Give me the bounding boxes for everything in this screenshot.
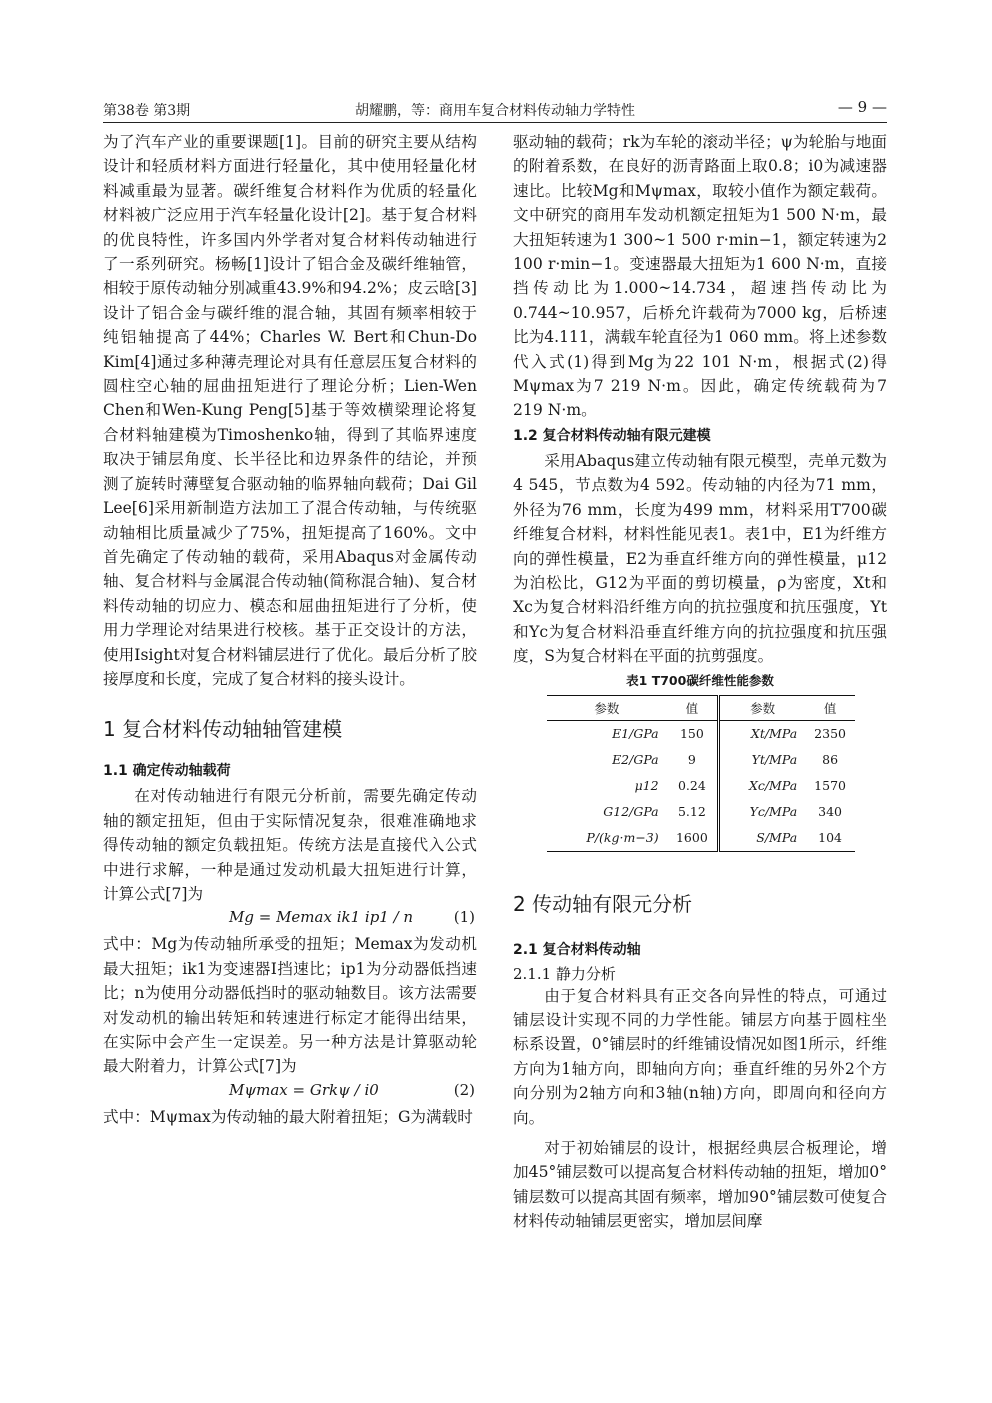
table-cell: Yc/MPa xyxy=(749,804,798,820)
table-cell: μ12 xyxy=(634,778,659,794)
intro-paragraph: 为了汽车产业的重要课题[1]。目前的研究主要从结构设计和轻质材料方面进行轻量化，其中使用轻量化材料减重最为显著。碳纤维复合材料作为优质的轻量化材料被广泛应用于汽车轻量化设计[2]。基于复合材料的优良特性，许多国内外学者对复合材料传动轴进行了一系列研究。杨畅[1]设计了铝合金及碳纤维轴管，相较于原传动轴分别减重43.9%和94.2%；皮云晗[3]设计了铝合金与碳纤维的混合轴，其固有频率相较于纯铝轴提高了44%；Charles W. Bert和Chun-Do Kim[4]通过多种薄壳理论对具有任意层压复合材料的圆柱空心轴的屈曲扭矩进行了理论分析；Lien-Wen Chen和Wen-Kung Peng[5]基于等效横梁理论将复合材料轴建模为Timoshenko轴，得到了其临界速度取决于铺层角度、长半径比和边界条件的结论，并预测了旋转时薄壁复合驱动轴的临界轴向载荷；Dai Gil Lee[6]采用新制造方法加工了混合传动轴，与传统驱动轴相比质量减少了75%，扭矩提高了160%。文中首先确定了传动轴的载荷，采用Abaqus对金属传动轴、复合材料与金属混合传动轴(简称混合轴)、复合材料传动轴的切应力、模态和屈曲扭矩进行了分析，使用力学理论对结果进行校核。基于正交设计的方法，使用Isight对复合材料铺层进行了优化。最后分析了胶接厚度和长度，完成了复合材料的接头设计。 xyxy=(103,133,477,688)
equation-1 xyxy=(103,906,477,932)
table-cell: 9 xyxy=(667,747,719,773)
load-paragraph: 在对传动轴进行有限元分析前，需要先确定传动轴的额定扭矩，但由于实际情况复杂，很难准确地求得传动轴的额定负载扭矩。传统方法是直接代入公式中进行求解，一种是通过发动机最大扭矩进行计算，计算公式[7]为 xyxy=(103,787,477,903)
table-cell: P/(kg·m−3) xyxy=(586,830,659,846)
equation-2-number: (2) xyxy=(453,1080,475,1099)
section-2-1-heading: 2.1 复合材料传动轴 xyxy=(513,941,641,958)
equation-1-number: (1) xyxy=(453,908,475,927)
left-column xyxy=(103,130,477,1129)
section-2-1-1-heading: 2.1.1 静力分析 xyxy=(513,964,616,983)
table-1-caption: 表1 T700碳纤维性能参数 xyxy=(626,672,774,688)
table-cell: 1570 xyxy=(814,778,846,794)
fem-model-paragraph: 采用Abaqus建立传动轴有限元模型，壳单元数为4 545，节点数为4 592。传动轴的内径为71 mm，外径为76 mm，长度为499 mm，材料采用T700碳纤维复合材料，材料性能见表1。表1中，E1为纤维方向的弹性模量，E2为垂直纤维方向的弹性模量，μ12为泊松比，G12为平面的剪切模量，ρ为密度，Xt和Xc为复合材料沿纤维方向的抗拉强度和抗压强度，Yt和Yc为复合材料沿垂直纤维方向的抗拉强度和抗压强度，S为复合材料在平面的抗剪强度。 xyxy=(513,451,887,666)
table-cell: 2350 xyxy=(814,726,846,742)
equation-1-formula: Mg = Memax ik1 ip1 / n xyxy=(229,908,414,927)
material-properties-table xyxy=(547,695,855,852)
equation-2-explanation: 式中：Mψmax为传动轴的最大附着扭矩；G为满载时 xyxy=(103,1107,473,1126)
table-cell: G12/GPa xyxy=(603,804,659,820)
table-header-row xyxy=(547,695,855,720)
static-analysis-paragraph: 由于复合材料具有正交各向异性的特点，可通过铺层设计实现不同的力学性能。铺层方向基于圆柱坐标系设置，0°铺层时的纤维铺设情况如图1所示，纤维方向为1轴方向，即轴向方向；垂直纤维的另外2个方向分别为2轴方向和3轴(n轴)方向，即周向和径向方向。 xyxy=(513,986,887,1127)
journal-volume: 第38卷 第3期 xyxy=(103,103,191,119)
load-continuation-paragraph: 驱动轴的载荷；rk为车轮的滚动半径；ψ为轮胎与地面的附着系数，在良好的沥青路面上取0.8；i0为减速器速比。比较Mg和Mψmax，取较小值作为额定载荷。文中研究的商用车发动机额定扭矩为1 500 N·m，最大扭矩转速为1 300~1 500 r·min−1，额定转速为2 100 r·min−1。变速器最大扭矩为1 600 N·m，直接挡传动比为1.000~14.734，超速挡传动比为0.744~10.957，后桥允许载荷为7000 kg，后桥速比为4.111，满载车轮直径为1 060 mm。将上述参数代入式(1)得到Mg为22 101 N·m，根据式(2)得Mψmax为7 219 N·m。因此，确定传统载荷为7 219 N·m。 xyxy=(513,133,887,420)
table-cell: 340 xyxy=(818,804,842,820)
table-row xyxy=(547,799,855,825)
equation-1-explanation: 式中：Mg为传动轴所承受的扭矩；Memax为发动机最大扭矩；ik1为变速器Ⅰ挡速比；ip1为分动器低挡速比；n为使用分动器低挡时的驱动轴数目。该方法需要对发动机的输出转矩和转速进行标定才能得出结果，在实际中会产生一定误差。另一种方法是计算驱动轮最大附着力，计算公式[7]为 xyxy=(103,935,477,1076)
initial-layup-paragraph: 对于初始铺层的设计，根据经典层合板理论，增加45°铺层数可以提高复合材料传动轴的扭矩，增加0°铺层数可以提高其固有频率，增加90°铺层数可使复合材料传动轴铺层更密实，增加层间摩 xyxy=(513,1138,887,1231)
section-1-2-heading: 1.2 复合材料传动轴有限元建模 xyxy=(513,427,711,444)
table-cell: Yt/MPa xyxy=(751,752,798,768)
table-cell: E2/GPa xyxy=(612,752,659,768)
section-2-heading: 2 传动轴有限元分析 xyxy=(513,891,693,916)
table-cell: E1/GPa xyxy=(612,726,659,742)
section-1-1-heading: 1.1 确定传动轴载荷 xyxy=(103,763,231,780)
table-cell: 150 xyxy=(667,720,719,747)
table-row xyxy=(547,773,855,799)
table-cell: Xt/MPa xyxy=(750,726,798,742)
table-cell: 5.12 xyxy=(667,799,719,825)
table-cell: S/MPa xyxy=(756,830,798,846)
running-title: 胡耀鹏，等：商用车复合材料传动轴力学特性 xyxy=(355,103,635,119)
page-number: — 9 — xyxy=(837,98,887,116)
table-header-cell: 值 xyxy=(805,695,855,720)
table-cell: Xc/MPa xyxy=(748,778,798,794)
table-row xyxy=(547,825,855,852)
table-row xyxy=(547,720,855,747)
table-cell: 0.24 xyxy=(667,773,719,799)
equation-2-formula: Mψmax = Grkψ / i0 xyxy=(229,1080,379,1099)
table-header-cell: 参数 xyxy=(547,695,667,720)
table-row xyxy=(547,747,855,773)
section-1-heading: 1 复合材料传动轴轴管建模 xyxy=(103,717,343,742)
table-cell: 86 xyxy=(822,752,839,768)
right-column xyxy=(513,130,887,1234)
table-cell: 1600 xyxy=(667,825,719,852)
table-cell: 104 xyxy=(818,830,842,846)
equation-2 xyxy=(103,1079,477,1105)
running-header xyxy=(103,96,887,123)
table-header-cell: 值 xyxy=(667,695,719,720)
table-header-cell: 参数 xyxy=(719,695,806,720)
